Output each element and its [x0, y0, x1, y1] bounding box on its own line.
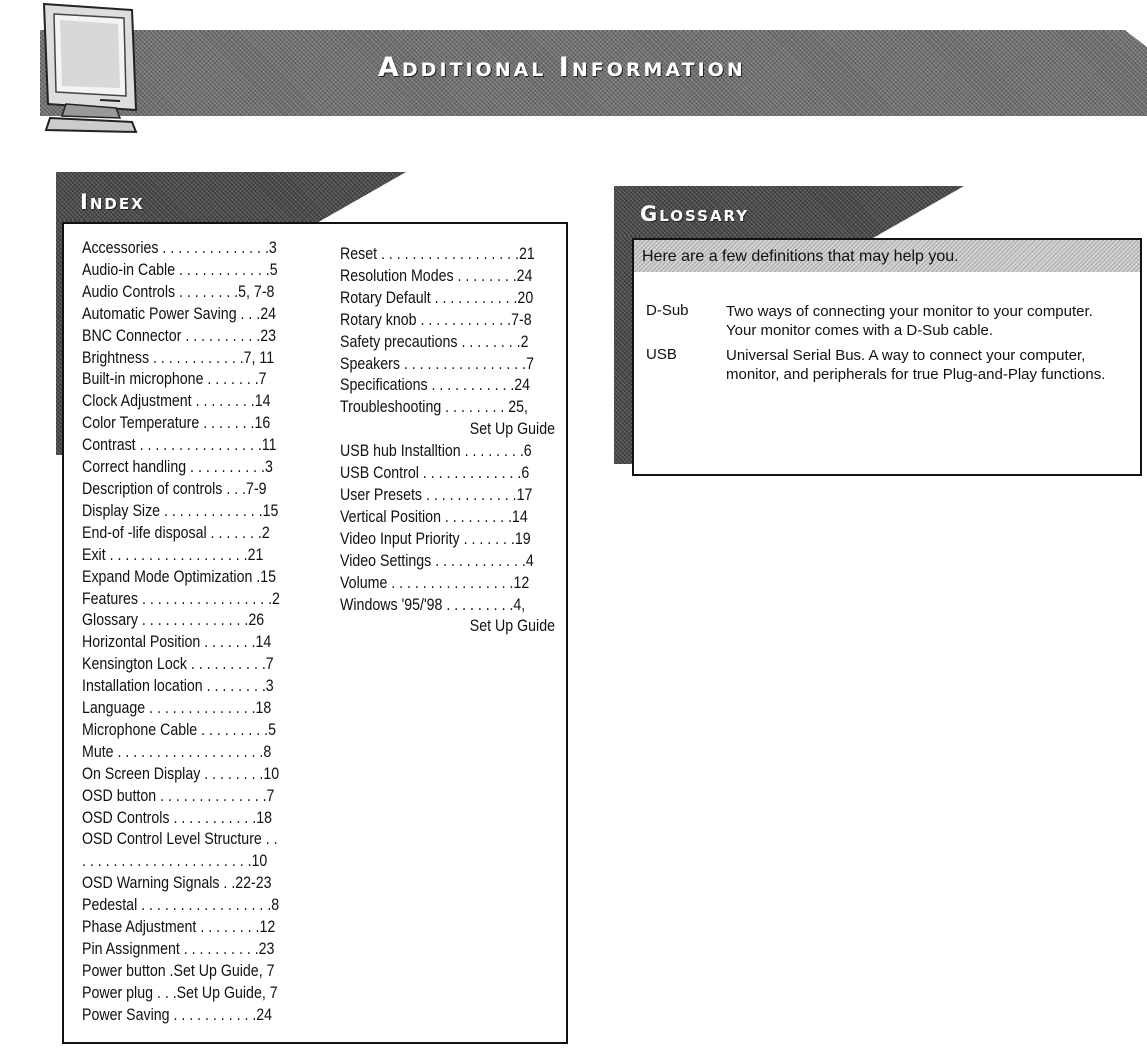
index-entry: Rotary Default . . . . . . . . . . .20 — [340, 288, 534, 307]
index-entry: Exit . . . . . . . . . . . . . . . . . .21 — [82, 545, 264, 564]
index-entry: Pin Assignment . . . . . . . . . .23 — [82, 940, 275, 958]
index-entry: Glossary . . . . . . . . . . . . . .26 — [82, 611, 265, 630]
index-entry: Power Saving . . . . . . . . . . .24 — [82, 1005, 273, 1024]
index-entry: Phase Adjustment . . . . . . . .12 — [82, 918, 276, 937]
index-entry: OSD Warning Signals . .22-23 — [82, 874, 272, 893]
index-entry: Specifications . . . . . . . . . . .24 — [340, 376, 531, 395]
index-entry: Power button .Set Up Guide, 7 — [82, 961, 275, 980]
index-entry: OSD button . . . . . . . . . . . . . .7 — [82, 786, 275, 805]
index-entry: Reset . . . . . . . . . . . . . . . . . .21 — [340, 245, 535, 263]
index-entry: Description of controls . . .7-9 — [82, 479, 267, 498]
index-entry: Vertical Position . . . . . . . . .14 — [340, 507, 528, 526]
index-entry: Speakers . . . . . . . . . . . . . . . .7 — [340, 354, 534, 373]
index-entry: Video Settings . . . . . . . . . . . .4 — [340, 551, 534, 570]
glossary-term: USB — [646, 346, 677, 363]
index-entry: Troubleshooting . . . . . . . . 25, — [340, 398, 528, 417]
index-entry: Set Up Guide — [469, 617, 555, 636]
index-box — [62, 222, 568, 1044]
index-entry: Mute . . . . . . . . . . . . . . . . . . .8 — [82, 742, 272, 761]
glossary-box — [632, 238, 1142, 476]
index-entry: Set Up Guide — [469, 420, 555, 439]
index-entry: Correct handling . . . . . . . . . .3 — [82, 458, 273, 477]
index-entry: Automatic Power Saving . . .24 — [82, 304, 277, 323]
index-entry: OSD Control Level Structure . . — [82, 830, 278, 849]
index-entry: Color Temperature . . . . . . .16 — [82, 414, 271, 433]
index-entry: Display Size . . . . . . . . . . . . .15 — [82, 501, 279, 520]
index-title: Index — [80, 190, 145, 214]
index-entry: Resolution Modes . . . . . . . .24 — [340, 266, 533, 285]
index-entry: Audio-in Cable . . . . . . . . . . . .5 — [82, 260, 278, 279]
page-title: Additional Information — [378, 52, 746, 83]
index-entry: Installation location . . . . . . . .3 — [82, 677, 274, 696]
index-entry: USB Control . . . . . . . . . . . . .6 — [340, 464, 530, 483]
index-entry: User Presets . . . . . . . . . . . .17 — [340, 485, 533, 504]
index-entry: Contrast . . . . . . . . . . . . . . . .11 — [82, 436, 277, 455]
index-entry: Audio Controls . . . . . . . .5, 7-8 — [82, 282, 275, 301]
index-entry: Clock Adjustment . . . . . . . .14 — [82, 392, 271, 411]
index-entry: OSD Controls . . . . . . . . . . .18 — [82, 808, 273, 827]
index-entry: Volume . . . . . . . . . . . . . . . .12 — [340, 573, 530, 592]
index-right-column — [340, 244, 555, 638]
index-left-column — [82, 238, 280, 1027]
index-entry: Features . . . . . . . . . . . . . . . . .2 — [82, 589, 280, 608]
glossary-title: Glossary — [640, 202, 750, 226]
index-entry: Accessories . . . . . . . . . . . . . .3 — [82, 239, 277, 257]
index-entry: Language . . . . . . . . . . . . . .18 — [82, 699, 272, 718]
index-entry: Brightness . . . . . . . . . . . .7, 11 — [82, 348, 275, 367]
monitor-icon — [20, 0, 150, 145]
index-entry: On Screen Display . . . . . . . .10 — [82, 764, 280, 783]
index-entry: Built-in microphone . . . . . . .7 — [82, 370, 267, 389]
glossary-term: D-Sub — [646, 302, 689, 319]
index-entry: Expand Mode Optimization .15 — [82, 567, 277, 586]
index-entry: Video Input Priority . . . . . . .19 — [340, 529, 531, 548]
index-entry: Kensington Lock . . . . . . . . . .7 — [82, 655, 274, 674]
glossary-definition: Two ways of connecting your monitor to your computer. Your monitor comes with a D-Sub cable. — [726, 303, 1093, 339]
index-entry: Horizontal Position . . . . . . .14 — [82, 633, 272, 652]
index-entry: . . . . . . . . . . . . . . . . . . . . . .10 — [82, 852, 268, 871]
index-entry: Safety precautions . . . . . . . .2 — [340, 332, 529, 351]
index-entry: End-of -life disposal . . . . . . .2 — [82, 523, 270, 542]
index-entry: Rotary knob . . . . . . . . . . . .7-8 — [340, 310, 532, 329]
glossary-intro: Here are a few definitions that may help you. — [634, 240, 1140, 272]
glossary-definition: Universal Serial Bus. A way to connect your computer, monitor, and peripherals for true Plug-and-Play functions. — [726, 347, 1106, 383]
index-entry: BNC Connector . . . . . . . . . .23 — [82, 326, 277, 345]
index-entry: Windows '95/'98 . . . . . . . . .4, — [340, 595, 526, 614]
index-entry: USB hub Installtion . . . . . . . .6 — [340, 442, 532, 461]
index-entry: Power plug . . .Set Up Guide, 7 — [82, 983, 278, 1002]
index-entry: Microphone Cable . . . . . . . . .5 — [82, 720, 277, 739]
index-entry: Pedestal . . . . . . . . . . . . . . . . .8 — [82, 896, 280, 915]
